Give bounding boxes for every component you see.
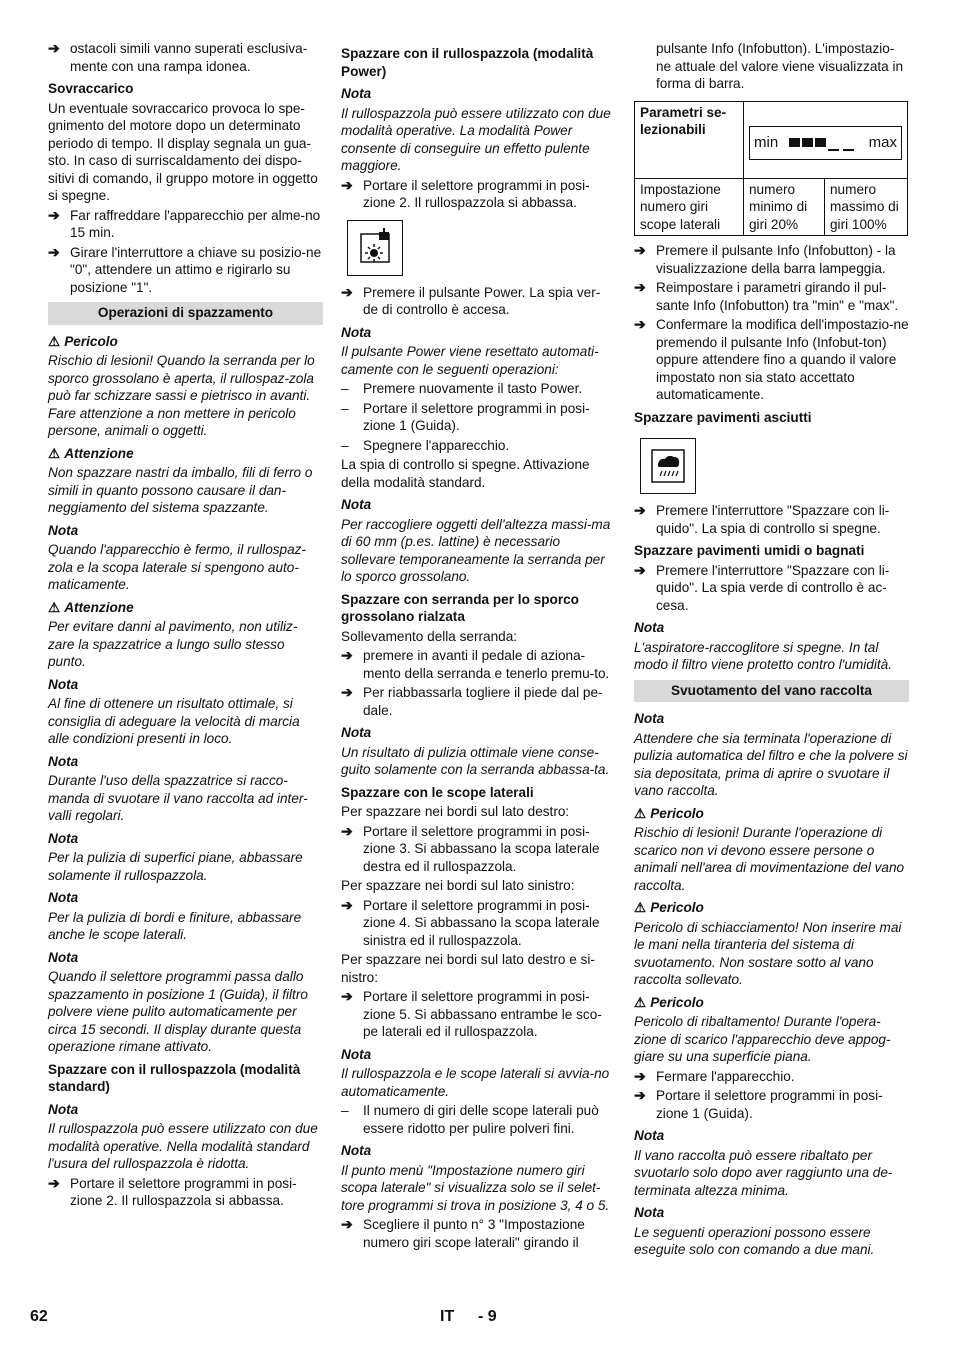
bullet: ➔ Per riabbassarla togliere il piede dal pe-dale. (341, 684, 603, 718)
note-label: Nota (341, 497, 372, 512)
note-text: L'aspiratore-raccoglitore si spegne. In tal modo il filtro viene protetto contro l'umidità. (634, 639, 892, 672)
level-bar (789, 134, 858, 152)
warning-icon: ⚠ (48, 445, 61, 461)
heading-umidi: Spazzare pavimenti umidi o bagnati (634, 543, 865, 558)
note-text: Per la pulizia di superfici piane, abbassare solamente il rullospazzola. (48, 850, 303, 883)
bullet: ➔ Premere l'interruttore "Spazzare con li-quido". La spia di controllo si spegne. (634, 502, 890, 536)
warning-icon: ⚠ (634, 900, 647, 915)
bullet: ➔ premere in avanti il pedale di aziona-mento della serranda e tenerlo premu-to. (341, 647, 610, 681)
bullet: ➔ Reimpostare i parametri girando il pul-sante Info (Infobutton) tra "min" e "max". (634, 279, 899, 313)
max-label: max (868, 133, 897, 151)
note-text: Il rullospazzola e le scope laterali si avvia-no automaticamente. (341, 1066, 610, 1099)
note-text: Il vano raccolta può essere ribaltato per svuotarlo solo dopo aver raggiunto una de-terminata altezza minima. (634, 1147, 893, 1198)
warning-text: Rischio di lesioni! Quando la serranda per lo sporco grossolano è aperta, il rullospaz-zola può far schizzare sassi e pietrisco in avanti. Fare attenzione a non mettere in pericolo persone, animali o oggetti. (48, 353, 315, 438)
table-cell: numero massimo di giri 100% (825, 178, 908, 236)
note-label: Nota (48, 890, 79, 905)
warning-text: Rischio di lesioni! Durante l'operazione di scarico non vi devono essere persone o animali nell'area di movimentazione del vano raccolta. (634, 825, 905, 893)
heading-scope: Spazzare con le scope laterali (341, 784, 534, 800)
table-header: Parametri se-lezionabili (635, 101, 744, 178)
note-label: Nota (634, 711, 665, 726)
note-label: Nota (634, 620, 665, 635)
note-text: Quando l'apparecchio è fermo, il rullospaz-zola e la scopa laterale si spengono auto-maticamente. (48, 542, 306, 592)
paragraph: Per spazzare nei bordi sul lato sinistro: (341, 878, 575, 893)
warning-label: ⚠ Pericolo (48, 333, 118, 349)
arrow-icon: ➔ (341, 647, 353, 663)
bullet: ➔ Portare il selettore programmi in posi-zione 1 (Guida). (634, 1087, 883, 1121)
warning-label: ⚠ Pericolo (634, 900, 704, 915)
note-text: Attendere che sia terminata l'operazione di pulizia automatica del filtro e che la polvere si sia depositata, prima di aprire o svuotare il vano raccolta. (634, 730, 908, 798)
min-label: min (754, 133, 779, 151)
dash-item: – Premere nuovamente il tasto Power. (341, 381, 583, 396)
bullet: ➔ Girare l'interruttore a chiave su posizio-ne "0", attendere un attimo e rigirarlo su posizione "1". (48, 243, 322, 295)
table-cell: Impostazione numero giri scope laterali (635, 178, 744, 236)
power-button-icon (347, 220, 403, 276)
note-label: Nota (48, 753, 79, 769)
bullet: ➔ Portare il selettore programmi in posi-zione 4. Si abbassano la scopa laterale sinistra ed il rullospazzola. (341, 896, 600, 948)
warning-label: ⚠ Pericolo (634, 805, 704, 821)
warning-text: Pericolo di ribaltamento! Durante l'opera-zione di scarico l'apparecchio deve appog-giare su una superficie piana. (634, 1014, 891, 1064)
note-text: Il rullospazzola può essere utilizzato con due modalità operative. La modalità Power consente di conseguire un effetto pulente maggiore. (341, 105, 611, 173)
warning-text: Non spazzare nastri da imballo, fili di ferro o simili in quanto possono causare il dan-neggiamento del sistema spazzante. (48, 465, 313, 515)
column-1 (48, 40, 323, 1212)
parameter-table (634, 101, 908, 237)
bullet: ➔ Premere l'interruttore "Spazzare con li-quido". La spia verde di controllo è ac-cesa. (634, 561, 890, 613)
bullet: ➔ Scegliere il punto n° 3 "Impostazione numero giri scope laterali" girando il (341, 1216, 585, 1250)
bar-display (749, 126, 902, 160)
note-label: Nota (48, 522, 79, 538)
dash-item: – Spegnere l'apparecchio. (341, 437, 510, 453)
bullet: ➔ Fermare l'apparecchio. (634, 1067, 795, 1084)
heading-standard: Spazzare con il rullospazzola (modalità standard) (48, 1061, 301, 1094)
arrow-icon: ➔ (341, 896, 353, 913)
arrow-icon: ➔ (341, 283, 353, 300)
warning-icon: ⚠ (48, 333, 61, 349)
table-cell: numero minimo di giri 20% (744, 178, 825, 236)
dash-item: – Il numero di giri delle scope laterali può essere ridotto per pulire polveri fini. (341, 1103, 599, 1136)
note-text: Un risultato di pulizia ottimale viene conse-guito solamente con la serranda abbassa-ta. (341, 744, 610, 777)
page-number: 62 (30, 1308, 48, 1325)
bullet: ➔ Confermare la modifica dell'impostazio-ne premendo il pulsante Info (Infobut-ton) oppure attendere fino a quando il valore impostato non sia stato accettato automaticamente. (634, 316, 909, 402)
language-code: IT (440, 1308, 455, 1325)
paragraph: Per spazzare nei bordi sul lato destro e si-nistro: (341, 952, 595, 985)
bullet: ➔ Portare il selettore programmi in posi-zione 5. Si abbassano entrambe le sco-pe laterali ed il rullospazzola. (341, 988, 602, 1039)
note-label: Nota (341, 1046, 372, 1062)
note-label: Nota (634, 1205, 665, 1220)
warning-icon: ⚠ (634, 805, 647, 821)
column-3 (634, 40, 909, 1261)
warning-text: Per evitare danni al pavimento, non utiliz-zare la spazzatrice a lungo sullo stesso punto. (48, 619, 298, 669)
note-text: Durante l'uso della spazzatrice si racco-manda di svuotare il vano raccolta ad inter-valli regolari. (48, 773, 308, 823)
arrow-icon: ➔ (634, 502, 646, 518)
arrow-icon: ➔ (341, 988, 353, 1004)
paragraph: pulsante Info (Infobutton). L'impostazio-ne attuale del valore viene visualizzata in forma di barra. (656, 41, 904, 91)
paragraph: Un eventuale sovraccarico provoca lo spe-gnimento del motore dopo un determinato periodo di tempo. Il display segnala un gua-sto. In caso di surriscaldamento dei dispo-sitivi di comando, il gruppo motore in oggetto si spegne. (48, 100, 318, 203)
note-label: Nota (341, 86, 372, 101)
heading-serranda: Spazzare con serranda per lo sporco grossolano rialzata (341, 591, 579, 624)
wet-sweeping-icon (640, 438, 696, 494)
arrow-icon: ➔ (341, 176, 353, 193)
arrow-icon: ➔ (634, 1067, 646, 1084)
note-label: Nota (48, 949, 79, 965)
arrow-icon: ➔ (341, 684, 353, 700)
note-label: Nota (341, 324, 372, 340)
arrow-icon: ➔ (634, 1087, 646, 1103)
note-label: Nota (341, 725, 372, 740)
bullet: ➔ ostacoli simili vanno superati esclusiva-mente con una rampa idonea. (48, 40, 308, 74)
warning-label: ⚠ Attenzione (48, 445, 134, 461)
note-text: Il pulsante Power viene resettato automati-camente con le seguenti operazioni: (341, 344, 599, 377)
arrow-icon: ➔ (48, 1174, 60, 1191)
warning-label: ⚠ Attenzione (48, 599, 134, 615)
warning-icon: ⚠ (634, 994, 647, 1010)
note-text: Al fine di ottenere un risultato ottimale, si consiglia di adeguare la velocità di marcia alle condizioni presenti in loco. (48, 696, 300, 746)
bar-display-cell (744, 101, 908, 178)
note-label: Nota (48, 1101, 79, 1117)
note-label: Nota (48, 830, 79, 846)
warning-label: ⚠ Pericolo (634, 994, 704, 1010)
heading-sovraccarico: Sovraccarico (48, 81, 134, 96)
arrow-icon: ➔ (634, 242, 646, 258)
note-text: Il punto menù "Impostazione numero giri scopa laterale" si visualizza solo se il selet-tore programmi si trova in posizione 3, 4 o 5. (341, 1162, 610, 1213)
bullet: ➔ Portare il selettore programmi in posi-zione 2. Il rullospazzola si abbassa. (341, 176, 590, 210)
heading-power: Spazzare con il rullospazzola (modalità Power) (341, 46, 594, 79)
section-heading: Operazioni di spazzamento (48, 302, 323, 325)
column-2 (341, 40, 615, 1253)
note-text: Per raccogliere oggetti dell'altezza massi-ma di 60 mm (p.es. lattine) è necessario sollevare temporaneamente la serranda per lo sporco grossolano. (341, 516, 611, 584)
paragraph: Sollevamento della serranda: (341, 628, 518, 644)
note-text: Quando il selettore programmi passa dallo spazzamento in posizione 1 (Guida), il filtro polvere viene pulito automaticamente per circa 15 secondi. Il display durante questa operazione rimane attivato. (48, 969, 308, 1054)
arrow-icon: ➔ (341, 1216, 353, 1232)
bullet: ➔ Premere il pulsante Power. La spia ver-de di controllo è accesa. (341, 283, 601, 317)
paragraph: Per spazzare nei bordi sul lato destro: (341, 804, 570, 819)
arrow-icon: ➔ (634, 561, 646, 578)
paragraph: La spia di controllo si spegne. Attivazione della modalità standard. (341, 457, 590, 490)
dash-item: – Portare il selettore programmi in posi-zione 1 (Guida). (341, 400, 590, 433)
arrow-icon: ➔ (341, 822, 353, 839)
note-label: Nota (634, 1128, 665, 1143)
bullet: ➔ Portare il selettore programmi in posi-zione 3. Si abbassano la scopa laterale destra ed il rullospazzola. (341, 822, 600, 874)
note-label: Nota (48, 676, 79, 692)
note-text: Le seguenti operazioni possono essere eseguite solo con comando a due mani. (634, 1224, 875, 1257)
note-text: Per la pulizia di bordi e finiture, abbassare anche le scope laterali. (48, 909, 302, 942)
section-heading: Svuotamento del vano raccolta (634, 680, 909, 703)
arrow-icon: ➔ (634, 279, 646, 295)
warning-text: Pericolo di schiacciamento! Non inserire mai le mani nella tiranteria del sistema di svuotamento. Non sostare sotto al vano raccolta sollevato. (634, 919, 902, 987)
bullet: ➔ Portare il selettore programmi in posi-zione 2. Il rullospazzola si abbassa. (48, 1174, 297, 1208)
heading-asciutti: Spazzare pavimenti asciutti (634, 409, 812, 425)
arrow-icon: ➔ (48, 243, 60, 260)
arrow-icon: ➔ (48, 40, 60, 56)
warning-icon: ⚠ (48, 599, 61, 615)
sub-page: - 9 (478, 1308, 497, 1325)
arrow-icon: ➔ (48, 206, 60, 223)
bullet: ➔ Far raffreddare l'apparecchio per alme-no 15 min. (48, 206, 321, 240)
arrow-icon: ➔ (634, 316, 646, 332)
bullet: ➔ Premere il pulsante Info (Infobutton) - la visualizzazione della barra lampeggia. (634, 242, 896, 276)
note-label: Nota (341, 1143, 372, 1158)
note-text: Il rullospazzola può essere utilizzato con due modalità operative. Nella modalità standard l'usura del rullospazzola è ridotta. (48, 1121, 318, 1171)
